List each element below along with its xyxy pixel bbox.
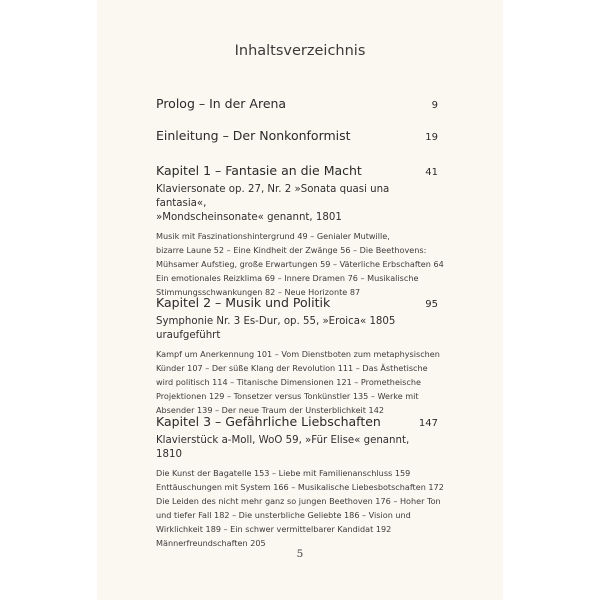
page-number: 5 — [296, 548, 304, 560]
entry-page: 147 — [418, 418, 438, 429]
entry-page: 9 — [431, 100, 438, 111]
section-line: und tiefer Fall 182 – Die unsterbliche Geliebte 186 – Vision und — [156, 510, 411, 521]
book-page — [97, 0, 503, 600]
toc-entry-kapitel-3 — [156, 414, 444, 550]
entry-sections — [156, 229, 444, 299]
section-line: Kampf um Anerkennung 101 – Vom Dienstboten zum metaphysischen — [156, 349, 440, 359]
section-line: bizarre Laune 52 – Eine Kindheit der Zwänge 56 – Die Beethovens: — [156, 245, 427, 256]
section-line: Künder 107 – Der süße Klang der Revolution 111 – Das Ästhetische — [156, 363, 428, 374]
entry-title: Kapitel 3 – Gefährliche Liebschaften — [156, 414, 381, 429]
entry-subtitle: Klavierstück a-Moll, WoO 59, »Für Elise« genannt, 1810 — [156, 435, 410, 460]
entry-title: Einleitung – Der Nonkonformist — [156, 128, 351, 143]
entry-page: 41 — [425, 167, 438, 178]
page-heading: Inhaltsverzeichnis — [234, 43, 366, 59]
toc-entry-prolog — [156, 96, 438, 111]
entry-subtitle: Symphonie Nr. 3 Es-Dur, op. 55, »Eroica« 1805 uraufgeführt — [156, 316, 396, 341]
entry-title: Kapitel 1 – Fantasie an die Macht — [156, 163, 362, 178]
entry-title: Kapitel 2 – Musik und Politik — [156, 295, 331, 310]
section-line: Wirklichkeit 189 – Ein schwer vermittelbarer Kandidat 192 — [156, 524, 392, 535]
section-line: Mühsamer Aufstieg, große Erwartungen 59 – Väterliche Erbschaften 64 — [156, 259, 444, 270]
section-line: Die Leiden des nicht mehr ganz so jungen Beethoven 176 – Hoher Ton — [156, 496, 441, 507]
section-line: Stimmungsschwankungen 82 – Neue Horizonte 87 — [156, 287, 361, 298]
section-line: wird politisch 114 – Titanische Dimensionen 121 – Prometheische — [156, 377, 421, 388]
section-line: Musik mit Faszinationshintergrund 49 – Genialer Mutwille, — [156, 231, 390, 241]
section-line: Männerfreundschaften 205 — [156, 538, 266, 549]
entry-title: Prolog – In der Arena — [156, 96, 287, 111]
section-line: Projektionen 129 – Tonsetzer versus Tonkünstler 135 – Werke mit — [156, 391, 419, 402]
section-line: Ein emotionales Reizklima 69 – Innere Dramen 76 – Musikalische — [156, 273, 419, 284]
section-line: Die Kunst der Bagatelle 153 – Liebe mit Familienanschluss 159 — [156, 468, 411, 478]
entry-page: 19 — [425, 132, 438, 143]
entry-sections — [156, 347, 438, 417]
entry-page: 95 — [425, 299, 438, 310]
section-line: Enttäuschungen mit System 166 – Musikalische Liebesbotschaften 172 — [156, 482, 444, 493]
toc-entry-einleitung — [156, 128, 438, 143]
entry-sections — [156, 466, 444, 550]
section-line: Absender 139 – Der neue Traum der Unsterblichkeit 142 — [156, 405, 384, 416]
toc-entry-kapitel-1 — [156, 163, 444, 299]
toc-entry-kapitel-2 — [156, 295, 438, 417]
entry-subtitle: Klaviersonate op. 27, Nr. 2 »Sonata quasi una fantasia«, »Mondscheinsonate« genannt, 1801 — [156, 184, 390, 223]
